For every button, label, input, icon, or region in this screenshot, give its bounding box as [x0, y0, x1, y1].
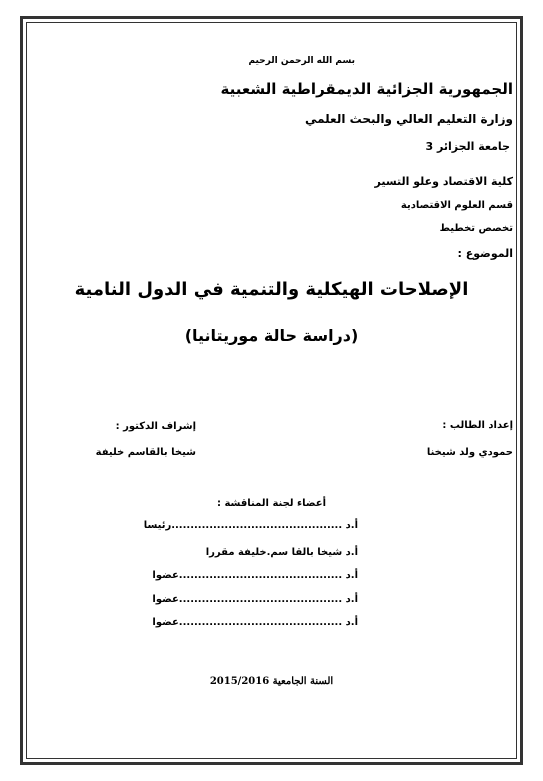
department-name: قسم العلوم الاقتصادية — [400, 200, 513, 211]
committee-member: أ.د ...........................................عضوا — [152, 617, 358, 628]
supervisor-label: إشراف الدكتور : — [115, 421, 196, 432]
supervisor-name: شيخا بالقاسم خليفة — [95, 447, 196, 458]
committee-member: أ.د ...........................................عضوا — [152, 570, 358, 581]
faculty-name: كلية الاقتصاد وعلو التسير — [374, 175, 513, 188]
subject-label: الموضوع : — [457, 247, 513, 260]
thesis-subtitle: (دراسة حالة موريتانيا) — [184, 326, 359, 345]
university-name: جامعة الجزائر 3 — [425, 140, 510, 153]
committee-title: أعضاء لجنة المناقشة : — [216, 498, 327, 509]
academic-year: السنة الجامعية 2015/2016 — [209, 676, 334, 687]
specialty-name: تخصص تخطيط — [439, 223, 513, 234]
committee-member: أ.د ...........................................عضوا — [152, 594, 358, 605]
page-border-inner — [26, 22, 517, 759]
committee-member-rapporteur: أ.د شيخا بالقا سم.خليفة مقررا — [205, 547, 358, 558]
basmala: بسم الله الرحمن الرحيم — [248, 56, 355, 66]
student-name: حمودي ولد شيخنا — [426, 447, 513, 458]
thesis-title: الإصلاحات الهيكلية والتنمية في الدول النامية — [74, 279, 469, 300]
republic-name: الجمهورية الجزائية الديمقراطية الشعبية — [220, 80, 513, 98]
ministry-name: وزارة التعليم العالي والبحث العلمي — [304, 112, 513, 126]
student-label: إعداد الطالب : — [442, 420, 513, 431]
committee-member-president: أ.د .............................................رئيسا — [143, 520, 358, 531]
